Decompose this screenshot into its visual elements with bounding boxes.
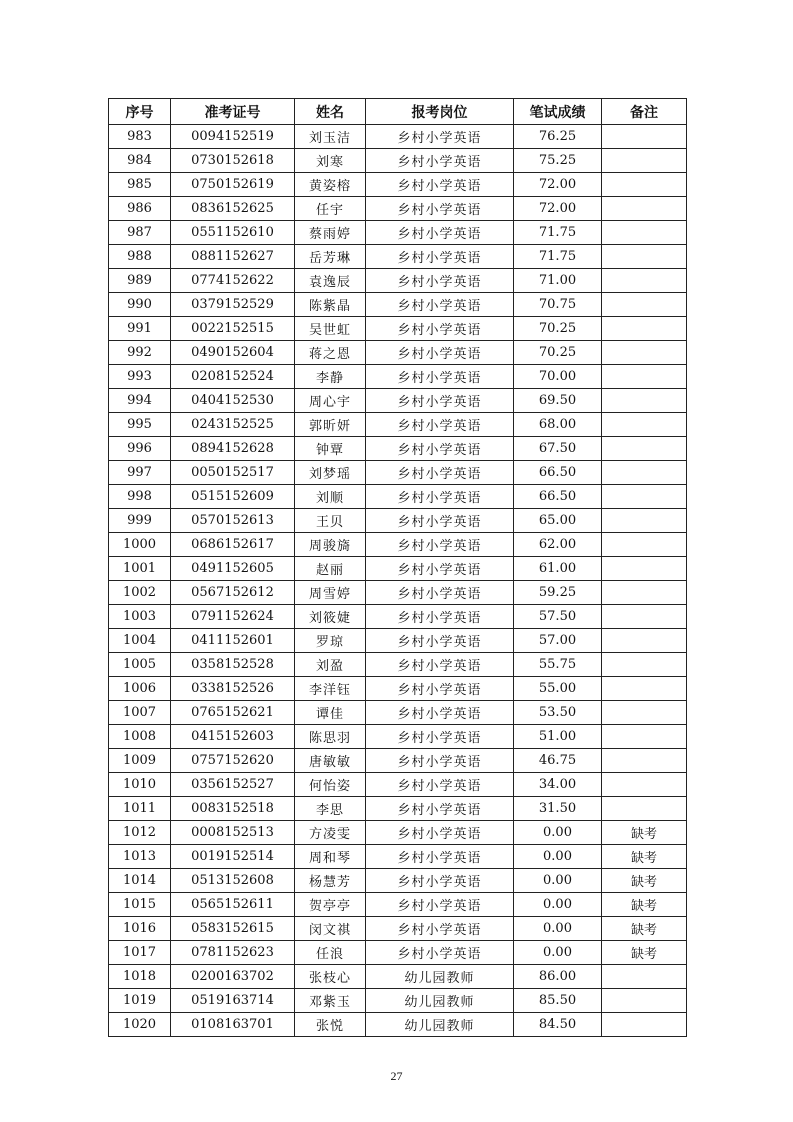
cell-score: 61.00: [514, 557, 602, 581]
cell-serial: 1018: [109, 965, 171, 989]
cell-position: 乡村小学英语: [366, 485, 514, 509]
table-row: [109, 749, 687, 773]
cell-serial: 1003: [109, 605, 171, 629]
table-row: [109, 701, 687, 725]
cell-remark: [602, 389, 687, 413]
cell-score: 46.75: [514, 749, 602, 773]
table-row: [109, 1013, 687, 1037]
cell-name: 刘梦瑶: [295, 461, 366, 485]
cell-score: 59.25: [514, 581, 602, 605]
cell-exam-id: 0200163702: [171, 965, 295, 989]
cell-score: 31.50: [514, 797, 602, 821]
cell-score: 86.00: [514, 965, 602, 989]
header-serial: 序号: [109, 99, 171, 125]
cell-exam-id: 0338152526: [171, 677, 295, 701]
table-row: [109, 725, 687, 749]
cell-name: 刘筱婕: [295, 605, 366, 629]
cell-exam-id: 0415152603: [171, 725, 295, 749]
cell-exam-id: 0513152608: [171, 869, 295, 893]
table-row: [109, 893, 687, 917]
cell-remark: [602, 221, 687, 245]
table-row: [109, 413, 687, 437]
header-position: 报考岗位: [366, 99, 514, 125]
cell-score: 57.00: [514, 629, 602, 653]
cell-score: 72.00: [514, 197, 602, 221]
cell-remark: [602, 557, 687, 581]
cell-position: 乡村小学英语: [366, 917, 514, 941]
cell-serial: 988: [109, 245, 171, 269]
table-row: [109, 341, 687, 365]
cell-serial: 1020: [109, 1013, 171, 1037]
cell-position: 乡村小学英语: [366, 797, 514, 821]
table-row: [109, 317, 687, 341]
cell-exam-id: 0208152524: [171, 365, 295, 389]
cell-serial: 994: [109, 389, 171, 413]
cell-remark: [602, 653, 687, 677]
cell-remark: [602, 677, 687, 701]
cell-serial: 989: [109, 269, 171, 293]
cell-serial: 990: [109, 293, 171, 317]
cell-position: 乡村小学英语: [366, 221, 514, 245]
table-row: [109, 677, 687, 701]
header-score: 笔试成绩: [514, 99, 602, 125]
cell-serial: 993: [109, 365, 171, 389]
cell-score: 70.00: [514, 365, 602, 389]
cell-name: 贺亭亭: [295, 893, 366, 917]
cell-remark: [602, 365, 687, 389]
cell-name: 杨慧芳: [295, 869, 366, 893]
cell-position: 乡村小学英语: [366, 557, 514, 581]
cell-name: 陈紫晶: [295, 293, 366, 317]
cell-score: 85.50: [514, 989, 602, 1013]
cell-exam-id: 0050152517: [171, 461, 295, 485]
table-row: [109, 653, 687, 677]
table-row: [109, 989, 687, 1013]
cell-position: 乡村小学英语: [366, 509, 514, 533]
cell-name: 李洋钰: [295, 677, 366, 701]
cell-position: 幼儿园教师: [366, 1013, 514, 1037]
cell-position: 乡村小学英语: [366, 629, 514, 653]
table-row: [109, 509, 687, 533]
cell-name: 任宇: [295, 197, 366, 221]
cell-remark: [602, 461, 687, 485]
cell-position: 乡村小学英语: [366, 725, 514, 749]
cell-score: 53.50: [514, 701, 602, 725]
cell-score: 65.00: [514, 509, 602, 533]
cell-exam-id: 0750152619: [171, 173, 295, 197]
cell-name: 刘玉洁: [295, 125, 366, 149]
cell-serial: 1001: [109, 557, 171, 581]
cell-name: 谭佳: [295, 701, 366, 725]
cell-serial: 998: [109, 485, 171, 509]
cell-score: 66.50: [514, 485, 602, 509]
cell-serial: 985: [109, 173, 171, 197]
page-number: 27: [390, 1069, 403, 1083]
cell-exam-id: 0567152612: [171, 581, 295, 605]
cell-score: 66.50: [514, 461, 602, 485]
table-header-row: [109, 99, 687, 125]
cell-remark: [602, 293, 687, 317]
cell-score: 0.00: [514, 845, 602, 869]
cell-exam-id: 0108163701: [171, 1013, 295, 1037]
cell-position: 乡村小学英语: [366, 677, 514, 701]
table-row: [109, 533, 687, 557]
cell-score: 71.00: [514, 269, 602, 293]
cell-name: 邓紫玉: [295, 989, 366, 1013]
cell-remark: [602, 725, 687, 749]
cell-remark: [602, 341, 687, 365]
cell-name: 罗琼: [295, 629, 366, 653]
cell-remark: [602, 989, 687, 1013]
table-row: [109, 869, 687, 893]
cell-name: 郭昕妍: [295, 413, 366, 437]
cell-remark: [602, 509, 687, 533]
cell-name: 闵文祺: [295, 917, 366, 941]
cell-exam-id: 0379152529: [171, 293, 295, 317]
cell-position: 乡村小学英语: [366, 149, 514, 173]
cell-position: 乡村小学英语: [366, 893, 514, 917]
cell-exam-id: 0008152513: [171, 821, 295, 845]
table-row: [109, 581, 687, 605]
cell-name: 张悦: [295, 1013, 366, 1037]
cell-name: 任浪: [295, 941, 366, 965]
cell-remark: 缺考: [602, 893, 687, 917]
cell-score: 67.50: [514, 437, 602, 461]
cell-name: 吴世虹: [295, 317, 366, 341]
cell-remark: [602, 581, 687, 605]
table-row: [109, 461, 687, 485]
table-row: [109, 293, 687, 317]
cell-name: 刘寒: [295, 149, 366, 173]
cell-remark: [602, 797, 687, 821]
cell-exam-id: 0358152528: [171, 653, 295, 677]
cell-name: 赵丽: [295, 557, 366, 581]
table-row: [109, 245, 687, 269]
header-remark: 备注: [602, 99, 687, 125]
cell-remark: [602, 149, 687, 173]
cell-exam-id: 0515152609: [171, 485, 295, 509]
cell-remark: [602, 437, 687, 461]
cell-position: 乡村小学英语: [366, 533, 514, 557]
cell-exam-id: 0551152610: [171, 221, 295, 245]
cell-exam-id: 0519163714: [171, 989, 295, 1013]
cell-serial: 1009: [109, 749, 171, 773]
cell-score: 75.25: [514, 149, 602, 173]
cell-serial: 991: [109, 317, 171, 341]
cell-score: 84.50: [514, 1013, 602, 1037]
cell-remark: [602, 605, 687, 629]
cell-exam-id: 0881152627: [171, 245, 295, 269]
cell-position: 乡村小学英语: [366, 269, 514, 293]
cell-exam-id: 0356152527: [171, 773, 295, 797]
cell-score: 76.25: [514, 125, 602, 149]
cell-position: 幼儿园教师: [366, 965, 514, 989]
cell-score: 51.00: [514, 725, 602, 749]
table-row: [109, 629, 687, 653]
cell-score: 55.75: [514, 653, 602, 677]
cell-score: 70.25: [514, 341, 602, 365]
table-row: [109, 269, 687, 293]
cell-position: 乡村小学英语: [366, 125, 514, 149]
cell-exam-id: 0491152605: [171, 557, 295, 581]
cell-serial: 987: [109, 221, 171, 245]
cell-name: 周心宇: [295, 389, 366, 413]
cell-exam-id: 0894152628: [171, 437, 295, 461]
table-row: [109, 845, 687, 869]
cell-remark: [602, 749, 687, 773]
cell-name: 李静: [295, 365, 366, 389]
cell-name: 钟覃: [295, 437, 366, 461]
cell-position: 乡村小学英语: [366, 197, 514, 221]
cell-exam-id: 0765152621: [171, 701, 295, 725]
cell-exam-id: 0019152514: [171, 845, 295, 869]
cell-exam-id: 0791152624: [171, 605, 295, 629]
cell-remark: [602, 1013, 687, 1037]
table-row: [109, 149, 687, 173]
cell-score: 0.00: [514, 821, 602, 845]
table-body: [109, 125, 687, 1037]
cell-position: 乡村小学英语: [366, 365, 514, 389]
cell-score: 71.75: [514, 245, 602, 269]
table-row: [109, 389, 687, 413]
cell-score: 70.25: [514, 317, 602, 341]
cell-name: 袁逸辰: [295, 269, 366, 293]
cell-name: 岳芳琳: [295, 245, 366, 269]
cell-name: 唐敏敏: [295, 749, 366, 773]
cell-serial: 999: [109, 509, 171, 533]
cell-score: 57.50: [514, 605, 602, 629]
cell-position: 乡村小学英语: [366, 437, 514, 461]
header-exam-id: 准考证号: [171, 99, 295, 125]
cell-serial: 1000: [109, 533, 171, 557]
cell-exam-id: 0404152530: [171, 389, 295, 413]
cell-serial: 996: [109, 437, 171, 461]
cell-position: 乡村小学英语: [366, 293, 514, 317]
cell-position: 乡村小学英语: [366, 389, 514, 413]
cell-name: 李思: [295, 797, 366, 821]
cell-position: 乡村小学英语: [366, 749, 514, 773]
cell-serial: 1014: [109, 869, 171, 893]
cell-remark: 缺考: [602, 917, 687, 941]
table-row: [109, 173, 687, 197]
cell-position: 乡村小学英语: [366, 845, 514, 869]
cell-serial: 1012: [109, 821, 171, 845]
cell-serial: 1005: [109, 653, 171, 677]
cell-remark: 缺考: [602, 869, 687, 893]
cell-serial: 984: [109, 149, 171, 173]
cell-score: 72.00: [514, 173, 602, 197]
cell-score: 0.00: [514, 917, 602, 941]
cell-exam-id: 0411152601: [171, 629, 295, 653]
score-table: [108, 98, 687, 1037]
cell-exam-id: 0686152617: [171, 533, 295, 557]
cell-position: 乡村小学英语: [366, 701, 514, 725]
cell-remark: [602, 317, 687, 341]
cell-remark: 缺考: [602, 821, 687, 845]
cell-remark: [602, 965, 687, 989]
cell-serial: 992: [109, 341, 171, 365]
cell-position: 乡村小学英语: [366, 341, 514, 365]
cell-exam-id: 0490152604: [171, 341, 295, 365]
cell-remark: [602, 125, 687, 149]
cell-remark: [602, 413, 687, 437]
cell-serial: 995: [109, 413, 171, 437]
table-row: [109, 485, 687, 509]
cell-remark: 缺考: [602, 845, 687, 869]
cell-exam-id: 0022152515: [171, 317, 295, 341]
cell-position: 乡村小学英语: [366, 941, 514, 965]
cell-score: 34.00: [514, 773, 602, 797]
cell-name: 蔡雨婷: [295, 221, 366, 245]
cell-remark: [602, 629, 687, 653]
table-row: [109, 221, 687, 245]
cell-name: 方凌雯: [295, 821, 366, 845]
cell-position: 乡村小学英语: [366, 581, 514, 605]
cell-position: 乡村小学英语: [366, 173, 514, 197]
cell-serial: 1015: [109, 893, 171, 917]
cell-name: 黄姿榕: [295, 173, 366, 197]
cell-remark: [602, 269, 687, 293]
cell-name: 蒋之恩: [295, 341, 366, 365]
cell-position: 乡村小学英语: [366, 605, 514, 629]
cell-remark: [602, 245, 687, 269]
cell-exam-id: 0781152623: [171, 941, 295, 965]
cell-remark: [602, 485, 687, 509]
cell-position: 幼儿园教师: [366, 989, 514, 1013]
table-row: [109, 437, 687, 461]
cell-serial: 1004: [109, 629, 171, 653]
cell-position: 乡村小学英语: [366, 869, 514, 893]
table-row: [109, 125, 687, 149]
cell-position: 乡村小学英语: [366, 821, 514, 845]
cell-remark: [602, 533, 687, 557]
cell-exam-id: 0094152519: [171, 125, 295, 149]
cell-exam-id: 0570152613: [171, 509, 295, 533]
cell-serial: 1010: [109, 773, 171, 797]
cell-serial: 1019: [109, 989, 171, 1013]
cell-exam-id: 0565152611: [171, 893, 295, 917]
cell-exam-id: 0757152620: [171, 749, 295, 773]
cell-serial: 983: [109, 125, 171, 149]
cell-serial: 1011: [109, 797, 171, 821]
cell-remark: [602, 773, 687, 797]
cell-score: 71.75: [514, 221, 602, 245]
table-row: [109, 821, 687, 845]
cell-name: 刘盈: [295, 653, 366, 677]
cell-serial: 1007: [109, 701, 171, 725]
cell-serial: 1013: [109, 845, 171, 869]
cell-serial: 1016: [109, 917, 171, 941]
cell-exam-id: 0774152622: [171, 269, 295, 293]
table-row: [109, 365, 687, 389]
cell-name: 周和琴: [295, 845, 366, 869]
table-row: [109, 941, 687, 965]
cell-score: 70.75: [514, 293, 602, 317]
cell-score: 69.50: [514, 389, 602, 413]
cell-name: 刘顺: [295, 485, 366, 509]
cell-serial: 1006: [109, 677, 171, 701]
cell-name: 何怡姿: [295, 773, 366, 797]
table-row: [109, 197, 687, 221]
cell-score: 62.00: [514, 533, 602, 557]
cell-score: 0.00: [514, 941, 602, 965]
cell-name: 周雪婷: [295, 581, 366, 605]
cell-score: 68.00: [514, 413, 602, 437]
cell-name: 陈思羽: [295, 725, 366, 749]
table-row: [109, 797, 687, 821]
cell-remark: 缺考: [602, 941, 687, 965]
cell-position: 乡村小学英语: [366, 317, 514, 341]
cell-name: 王贝: [295, 509, 366, 533]
table-row: [109, 605, 687, 629]
cell-position: 乡村小学英语: [366, 245, 514, 269]
cell-exam-id: 0836152625: [171, 197, 295, 221]
cell-exam-id: 0243152525: [171, 413, 295, 437]
cell-score: 0.00: [514, 869, 602, 893]
cell-serial: 1002: [109, 581, 171, 605]
cell-exam-id: 0583152615: [171, 917, 295, 941]
cell-serial: 1017: [109, 941, 171, 965]
cell-position: 乡村小学英语: [366, 461, 514, 485]
cell-position: 乡村小学英语: [366, 653, 514, 677]
cell-name: 周骏旖: [295, 533, 366, 557]
cell-remark: [602, 197, 687, 221]
cell-serial: 1008: [109, 725, 171, 749]
table-row: [109, 773, 687, 797]
cell-score: 0.00: [514, 893, 602, 917]
table-row: [109, 917, 687, 941]
cell-score: 55.00: [514, 677, 602, 701]
table-row: [109, 557, 687, 581]
table-row: [109, 965, 687, 989]
cell-position: 乡村小学英语: [366, 413, 514, 437]
cell-remark: [602, 173, 687, 197]
header-name: 姓名: [295, 99, 366, 125]
cell-remark: [602, 701, 687, 725]
cell-position: 乡村小学英语: [366, 773, 514, 797]
cell-serial: 986: [109, 197, 171, 221]
cell-name: 张枝心: [295, 965, 366, 989]
cell-exam-id: 0083152518: [171, 797, 295, 821]
cell-serial: 997: [109, 461, 171, 485]
cell-exam-id: 0730152618: [171, 149, 295, 173]
